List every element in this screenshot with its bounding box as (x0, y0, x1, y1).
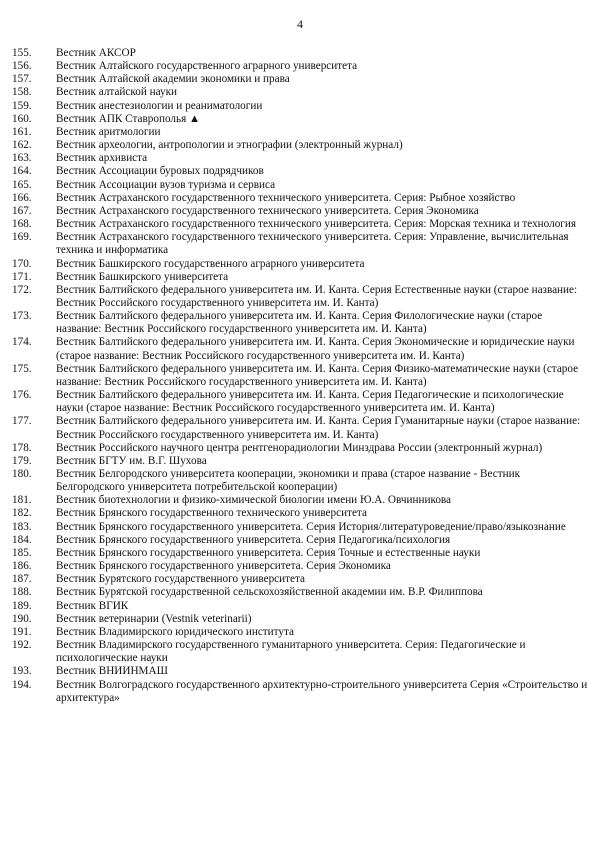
list-item (12, 47, 592, 60)
entry-number: 187. (12, 573, 32, 586)
list-item (12, 613, 592, 626)
list-item (12, 139, 592, 152)
list-item (12, 336, 592, 362)
entry-title: Вестник Астраханского государственного технического университета. Серия: Управление, вычислительная техника и информатика (56, 231, 569, 257)
list-item (12, 679, 592, 705)
list-item (12, 665, 592, 678)
list-item (12, 586, 592, 599)
entry-title: Вестник Астраханского государственного технического университета. Серия Экономика (56, 204, 479, 217)
list-item (12, 547, 592, 560)
list-item (12, 113, 592, 126)
entry-number: 188. (12, 586, 32, 599)
entry-title: Вестник ветеринарии (Vestnik veterinarii) (56, 612, 252, 625)
entry-number: 160. (12, 112, 32, 125)
entry-title: Вестник Российского научного центра рентгенорадиологии Минздрава России (электронный журнал) (56, 441, 543, 454)
list-item (12, 205, 592, 218)
entry-number: 178. (12, 441, 32, 454)
entry-title: Вестник Алтайского государственного аграрного университета (56, 60, 358, 73)
entry-title: Вестник биотехнологии и физико-химической биологии имени Ю.А. Овчинникова (56, 494, 452, 507)
entry-number: 159. (12, 99, 32, 112)
entry-number: 193. (12, 665, 32, 678)
list-item (12, 573, 592, 586)
list-item (12, 468, 592, 494)
entry-number: 183. (12, 520, 32, 533)
entry-number: 173. (12, 310, 32, 323)
list-item (12, 442, 592, 455)
entry-number: 179. (12, 454, 32, 467)
list-item (12, 126, 592, 139)
list-item (12, 218, 592, 231)
list-item (12, 415, 592, 441)
entry-number: 157. (12, 73, 32, 86)
entry-number: 175. (12, 362, 32, 375)
entry-title: Вестник Балтийского федерального университета им. И. Канта. Серия Естественные науки (старое название: Вестник Российского государственного университета им. И. Канта) (56, 283, 578, 309)
entry-title: Вестник Брянского государственного университета. Серия История/литературоведение/право/языкознание (56, 520, 566, 533)
entry-number: 156. (12, 60, 32, 73)
entry-title: Вестник Ассоциации буровых подрядчиков (56, 165, 264, 178)
entry-title: Вестник ВНИИНМАШ (56, 665, 168, 678)
list-item (12, 639, 592, 665)
entry-number: 181. (12, 494, 32, 507)
entry-number: 182. (12, 507, 32, 520)
entry-title: Вестник Башкирского государственного аграрного университета (56, 257, 365, 270)
list-item (12, 521, 592, 534)
entry-title: Вестник Балтийского федерального университета им. И. Канта. Серия Филологические науки (старое название: Вестник Российского государственного университета им. И. Канта) (56, 310, 543, 336)
list-item (12, 258, 592, 271)
entry-number: 177. (12, 415, 32, 428)
entry-title: Вестник археологии, антропологии и этнографии (электронный журнал) (56, 139, 403, 152)
entry-title: Вестник АКСОР (56, 47, 136, 59)
entry-number: 163. (12, 152, 32, 165)
entry-number: 189. (12, 599, 32, 612)
list-item (12, 284, 592, 310)
list-item (12, 271, 592, 284)
list-item (12, 179, 592, 192)
entry-title: Вестник Брянского государственного университета. Серия Точные и естественные науки (56, 546, 481, 559)
entry-number: 165. (12, 178, 32, 191)
entry-title: Вестник ВГИК (56, 599, 129, 612)
entry-title: Вестник Брянского государственного университета. Серия Педагогика/психология (56, 533, 451, 546)
list-item (12, 626, 592, 639)
list-item (12, 560, 592, 573)
list-item (12, 494, 592, 507)
entry-number: 190. (12, 612, 32, 625)
entry-number: 158. (12, 86, 32, 99)
entry-title: Вестник Ассоциации вузов туризма и сервиса (56, 178, 276, 191)
entry-title: Вестник анестезиологии и реаниматологии (56, 99, 263, 112)
list-item (12, 165, 592, 178)
entry-number: 161. (12, 125, 32, 138)
page-number: 4 (297, 17, 303, 31)
list-item (12, 310, 592, 336)
entry-number: 184. (12, 533, 32, 546)
entry-title: Вестник Брянского государственного университета. Серия Экономика (56, 560, 391, 573)
entry-number: 169. (12, 231, 32, 244)
entry-title: Вестник Балтийского федерального университета им. И. Канта. Серия Педагогические и психологические науки (старое название: Вестник Российского государственного университета им. И. Канта) (56, 389, 564, 415)
entry-number: 170. (12, 257, 32, 270)
entry-title: Вестник Владимирского государственного гуманитарного университета. Серия: Педагогические и психологические науки (56, 639, 526, 665)
entry-number: 192. (12, 639, 32, 652)
entry-number: 172. (12, 283, 32, 296)
entry-number: 171. (12, 270, 32, 283)
entry-title: Вестник АПК Ставрополья ▲ (56, 112, 201, 125)
entry-number: 162. (12, 139, 32, 152)
entry-number: 167. (12, 204, 32, 217)
entry-title: Вестник аритмологии (56, 125, 161, 138)
entry-number: 168. (12, 218, 32, 231)
entry-title: Вестник БГТУ им. В.Г. Шухова (56, 454, 207, 467)
entry-title: Вестник Брянского государственного технического университета (56, 507, 367, 520)
list-item (12, 192, 592, 205)
list-item (12, 152, 592, 165)
entry-title: Вестник Алтайской академии экономики и права (56, 73, 290, 86)
entry-number: 191. (12, 625, 32, 638)
entry-title: Вестник Бурятского государственного университета (56, 573, 305, 586)
entry-number: 180. (12, 468, 32, 480)
entry-title: Вестник Белгородского университета кооперации, экономики и права (старое название - Вестник Белгородского университета потребительской кооперации) (56, 468, 521, 494)
entry-title: Вестник Башкирского университета (56, 270, 229, 283)
entry-title: Вестник Балтийского федерального университета им. И. Канта. Серия Физико-математические науки (старое название: Вестник Российского государственного университета им. И. Канта) (56, 362, 579, 388)
entry-title: Вестник Владимирского юридического института (56, 625, 295, 638)
entry-title: Вестник Волгоградского государственного архитектурно-строительного университета Серия «Строительство и архитектура» (56, 678, 588, 704)
entry-title: Вестник Астраханского государственного технического университета. Серия: Рыбное хозяйство (56, 191, 516, 204)
list-item (12, 60, 592, 73)
entry-title: Вестник алтайской науки (56, 86, 178, 99)
list-item (12, 73, 592, 86)
list-item (12, 231, 592, 257)
entry-number: 166. (12, 191, 32, 204)
list-item (12, 455, 592, 468)
list-item (12, 86, 592, 99)
list-item (12, 534, 592, 547)
list-item (12, 100, 592, 113)
entry-number: 176. (12, 389, 32, 402)
journal-list (12, 47, 592, 705)
entry-number: 186. (12, 560, 32, 573)
entry-title: Вестник Балтийского федерального университета им. И. Канта. Серия Гуманитарные науки (старое название: Вестник Российского государственного университета им. И. Канта) (56, 415, 581, 441)
entry-number: 185. (12, 546, 32, 559)
entry-title: Вестник Астраханского государственного технического университета. Серия: Морская техника и технология (56, 218, 577, 231)
list-item (12, 389, 592, 415)
list-item (12, 507, 592, 520)
entry-title: Вестник Балтийского федерального университета им. И. Канта. Серия Экономические и юридические науки (старое название: Вестник Российского государственного университета им. И. Канта) (56, 336, 575, 362)
entry-number: 174. (12, 336, 32, 349)
entry-number: 164. (12, 165, 32, 178)
entry-title: Вестник архивиста (56, 152, 148, 165)
entry-number: 155. (12, 47, 32, 59)
entry-title: Вестник Бурятской государственной сельскохозяйственной академии им. В.Р. Филиппова (56, 586, 483, 599)
list-item (12, 600, 592, 613)
entry-number: 194. (12, 678, 32, 691)
list-item (12, 363, 592, 389)
